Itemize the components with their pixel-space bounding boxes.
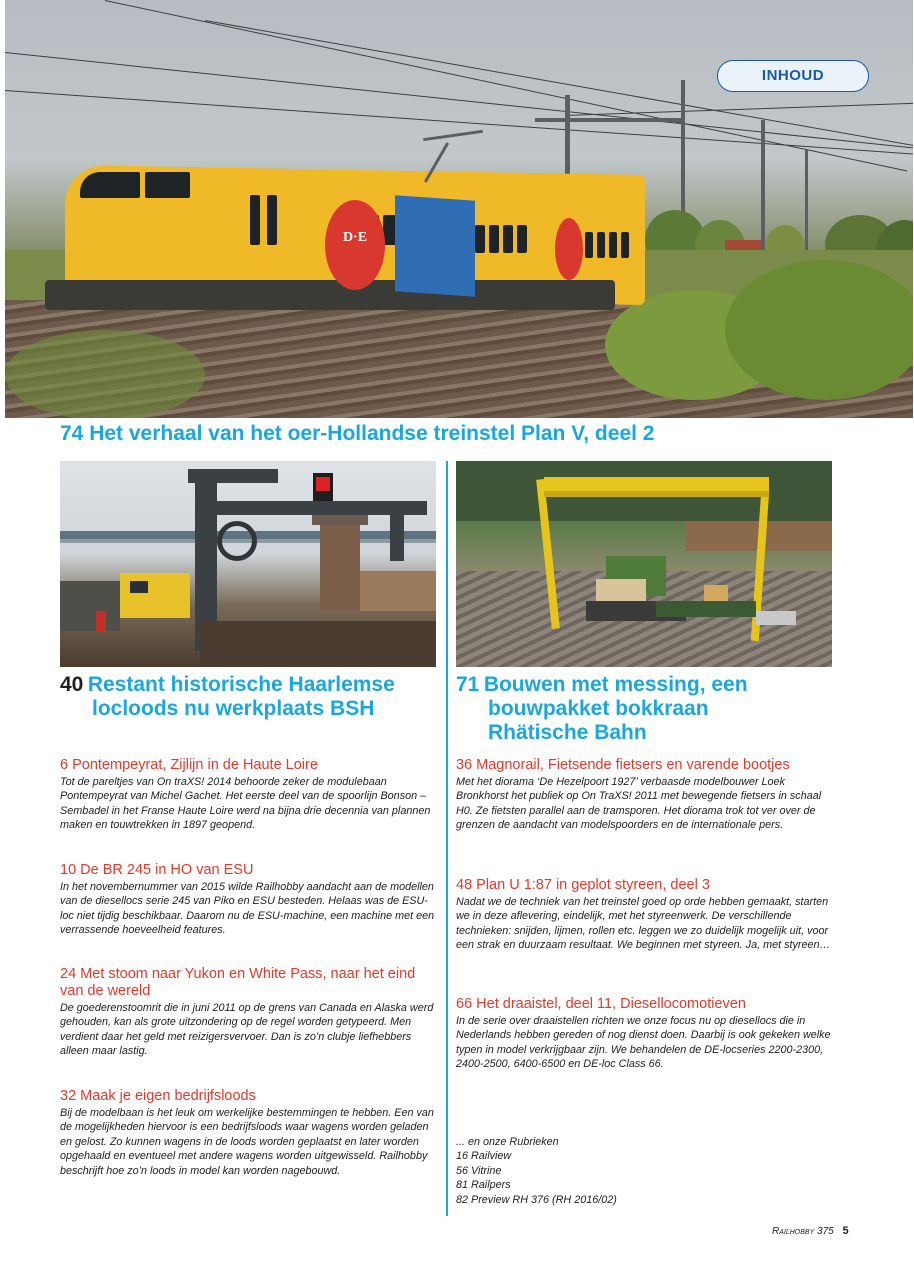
feature-40 [60,674,440,722]
article-body: Tot de pareltjes van On traXS! 2014 behoorde zeker de modulebaan Pontempeyrat van Michel Gachet. Het eerste deel van de spoorlijn Bonson – Sembadel in het Franse Haute Loire werd na bijna drie decennia van plannen maken en touwtrekken in 1897 geopend. [60,776,431,832]
column-divider [446,461,448,1216]
article-24 [60,966,438,1059]
feature-number: 40 [60,673,84,696]
feature-number: 71 [456,673,480,696]
bokkraan-photo [456,461,832,667]
feature-title-line: bouwpakket bokkraan [488,697,709,720]
hero-caption [60,422,860,446]
feature-title-line: Restant historische Haarlemse [87,673,395,696]
article-32 [60,1088,438,1178]
rubrieken-heading: ... en onze Rubrieken [456,1136,559,1148]
train-logo: D·E [342,230,368,245]
article-10 [60,862,438,938]
article-body: In het novembernummer van 2015 wilde Railhobby aandacht aan de modellen van de diesellocs serie 245 van Piko en ESU besteden. Helaas was de ESU-loc niet tijdig beschikbaar. Daarom nu de ESU-machine, een machine met een verrassende hoeveelheid features. [60,881,435,937]
rubriek-item: 16 Railview [456,1150,512,1163]
article-66 [456,996,834,1072]
page-footer [772,1225,849,1237]
rubriek-item: 56 Vitrine [456,1164,502,1177]
article-title: 48 Plan U 1:87 in geplot styreen, deel 3 [456,877,710,893]
article-body: Met het diorama ‘De Hezelpoort 1927’ verbaasde modelbouwer Loek Bronkhorst het publiek op On TraXS! 2011 met bewegende fietsers in schaal H0. Ze fietsten parallel aan de tramsporen. Het diorama trok tot ver over de grenzen de aandacht van modelspoorders en de internationale pers. [456,776,822,832]
article-title: 32 Maak je eigen bedrijfsloods [60,1088,256,1104]
feature-title-line: Bouwen met messing, een [483,673,748,696]
article-title: 24 Met stoom naar Yukon en White Pass, naar het eind van de wereld [60,966,416,999]
rubriek-item: 81 Railpers [456,1179,511,1192]
hero-caption-number: 74 [60,422,84,445]
article-title: 66 Het draaistel, deel 11, Diesellocomotieven [456,996,746,1012]
rubriek-item: 82 Preview RH 376 (RH 2016/02) [456,1193,617,1206]
article-48 [456,877,834,953]
article-title: 36 Magnorail, Fietsende fietsers en varende bootjes [456,757,790,773]
article-title: 6 Pontempeyrat, Zijlijn in de Haute Loire [60,757,318,773]
feature-title-line: Rhätische Bahn [488,721,647,744]
feature-title-line: locloods nu werkplaats BSH [92,697,375,720]
article-36 [456,757,834,833]
magazine-name: Railhobby 375 [772,1226,834,1237]
article-body: In de serie over draaistellen richten we onze focus nu op diesellocs die in Nederlands hebben gereden of nog dienst doen. Daarbij is ook gekeken welke typen in model verkrijgbaar zijn. We behandelen de DE-locseries 2200-2300, 2400-2500, 6400-6500 en DE-loc Class 66. [456,1015,831,1071]
locloods-photo [60,461,436,667]
hero-caption-title: Het verhaal van het oer-Hollandse treinstel Plan V, deel 2 [89,422,655,445]
article-body: Bij de modelbaan is het leuk om werkelijke bestemmingen te hebben. Een van de mogelijkheden hiervoor is een bedrijfsloods waar wagens worden geladen en gelost. Zo kunnen wagens in de loods worden geplaatst en later worden opgehaald en eventueel met andere wagens worden uitgewisseld. Railhobby beschrijft hoe zo’n loods in model kan worden nagebouwd. [60,1107,434,1177]
article-title: 10 De BR 245 in HO van ESU [60,862,254,878]
page-number: 5 [842,1225,849,1237]
article-body: Nadat we de techniek van het treinstel goed op orde hebben gemaakt, starten we in deze aflevering, eindelijk, met het styreenwerk. De verschillende technieken: snijden, lijmen, rollen etc. leggen we zo duidelijk mogelijk uit, voor een strak en duurzaam resultaat. We beginnen met styreen. Ja, met styreen… [456,896,831,952]
article-6 [60,757,438,833]
feature-71 [456,674,836,746]
rubrieken-list [456,1135,834,1207]
article-body: De goederenstoomrit die in juni 2011 op de grens van Canada en Alaska werd gehouden, kan als grote uitzondering op de regel worden getypeerd. Men verdient daar het geld met reizigersvervoer. Dan is zo’n clubje liefhebbers alleen maar lastig. [60,1002,434,1058]
contents-badge: INHOUD [717,60,869,92]
